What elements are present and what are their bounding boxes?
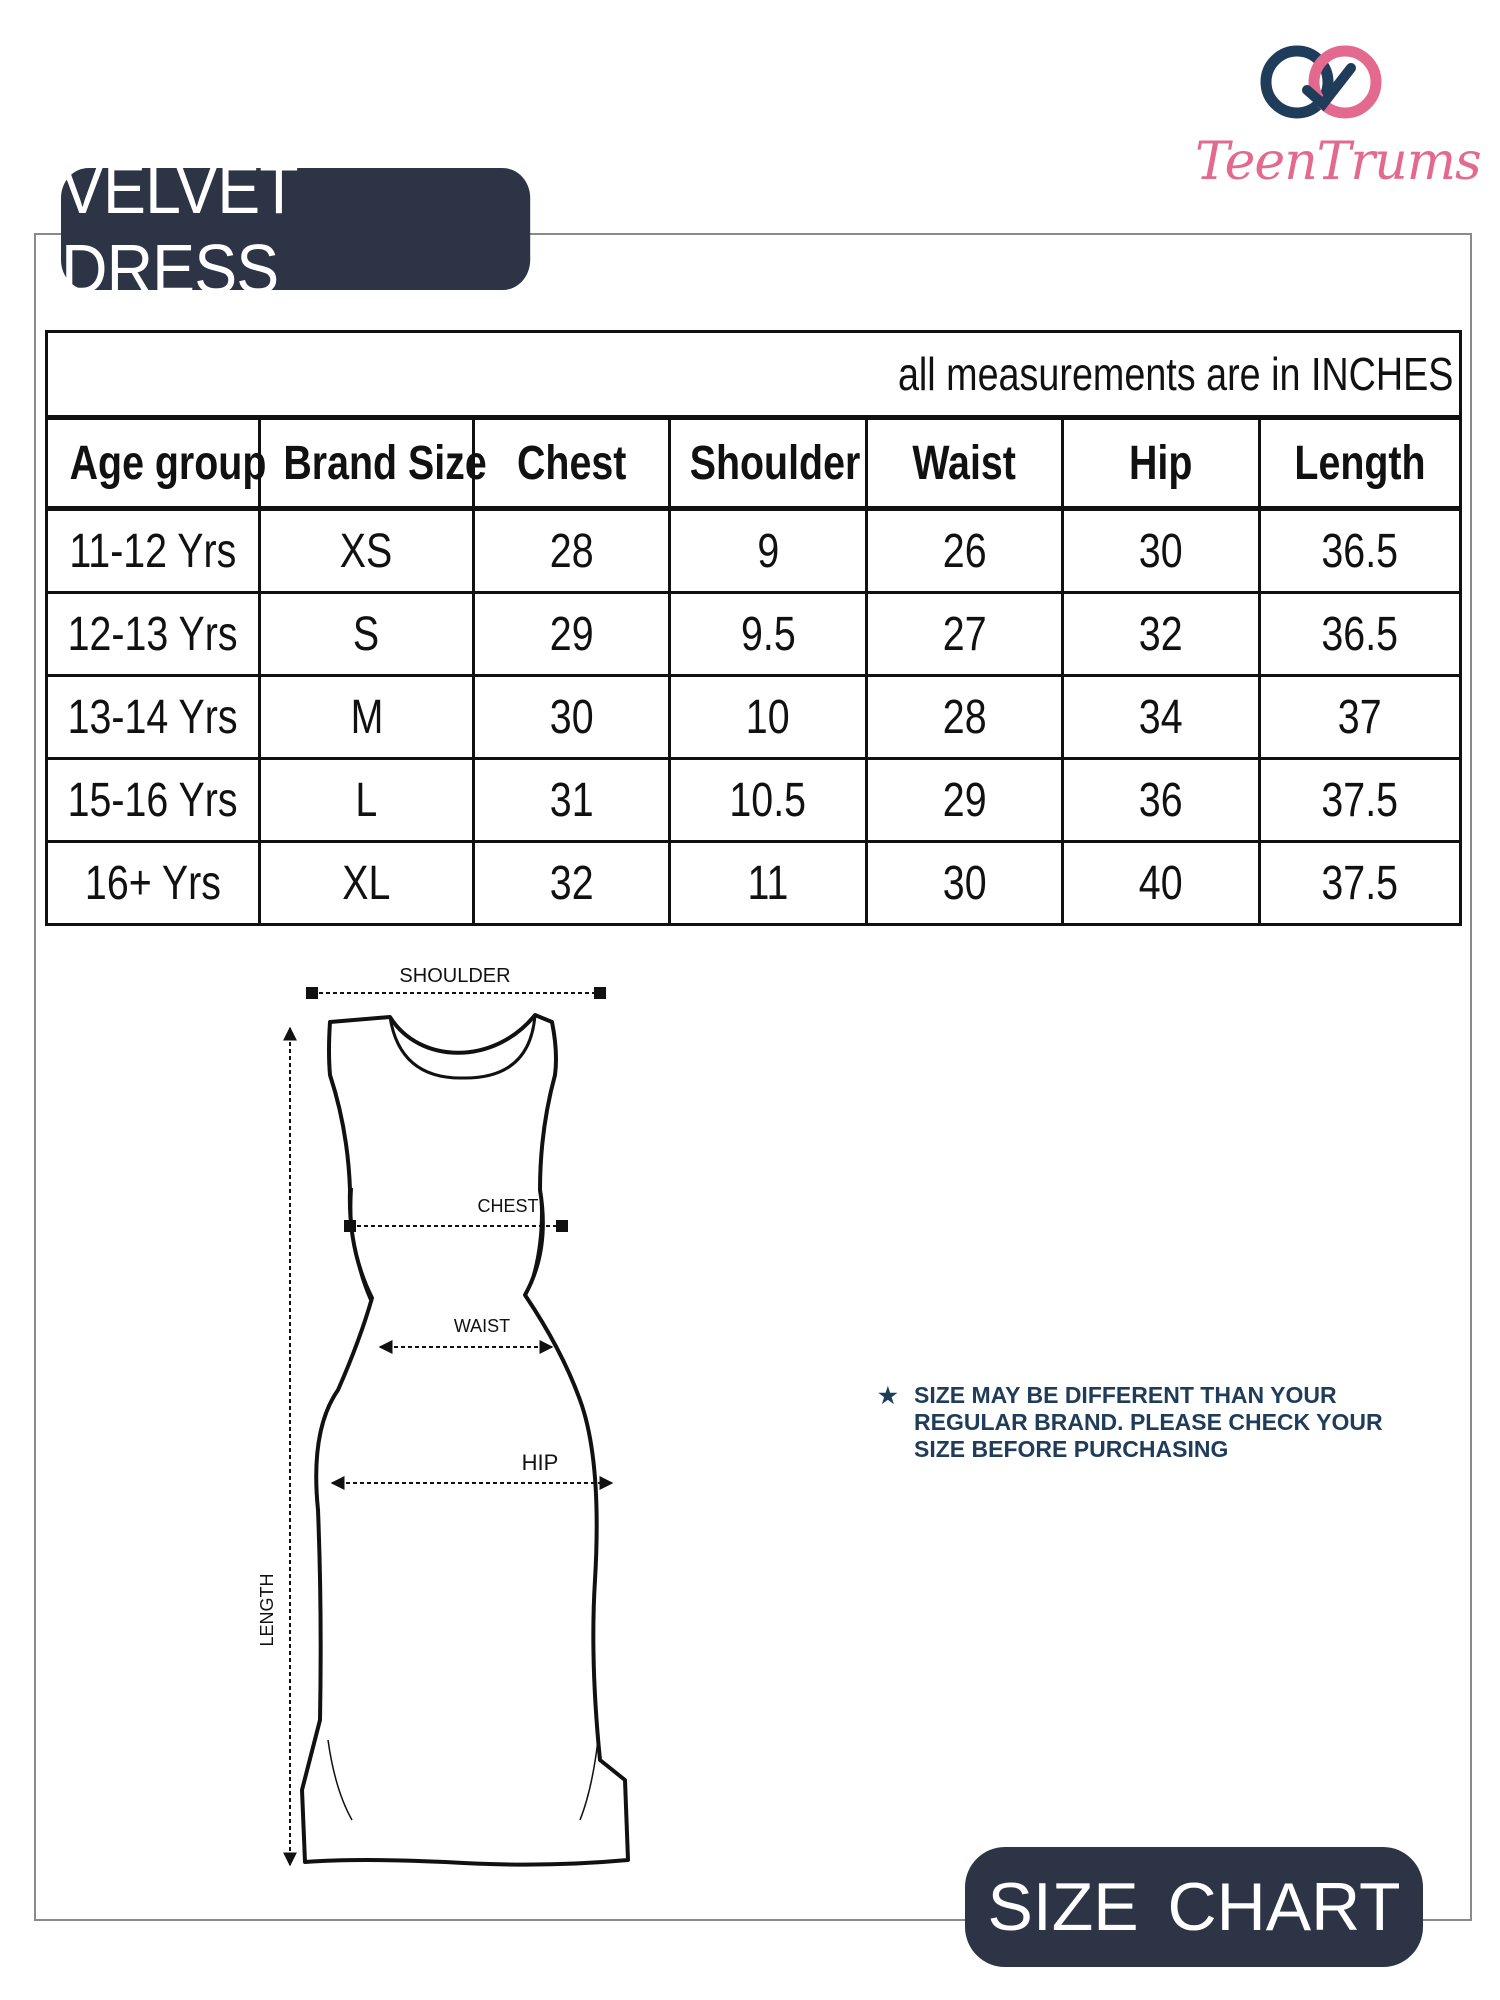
table-cell: 30 (867, 842, 1063, 925)
dress-outline (302, 1015, 628, 1865)
column-header: Length (1260, 418, 1461, 509)
table-cell: 27 (867, 593, 1063, 676)
table-cell: 37 (1260, 676, 1461, 759)
column-header: Shoulder (670, 418, 867, 509)
product-title (61, 150, 530, 308)
table-cell: 10.5 (670, 759, 867, 842)
table-cell: S (260, 593, 474, 676)
table-row (47, 759, 1461, 842)
disclaimer-line: REGULAR BRAND. PLEASE CHECK YOUR (914, 1409, 1383, 1435)
table-row (47, 509, 1461, 593)
size-disclaimer (878, 1382, 1438, 1463)
table-cell: 37.5 (1260, 842, 1461, 925)
units-note-row (47, 332, 1461, 418)
table-row (47, 593, 1461, 676)
table-cell: 26 (867, 509, 1063, 593)
table-cell: 9.5 (670, 593, 867, 676)
table-cell: 28 (867, 676, 1063, 759)
size-chart-badge (965, 1847, 1423, 1967)
table-cell: 37.5 (1260, 759, 1461, 842)
length-label: LENGTH (257, 1573, 277, 1647)
units-note: all measurements are in INCHES (47, 332, 1461, 418)
infinity-logo-icon (1195, 40, 1445, 140)
column-header: Hip (1063, 418, 1260, 509)
table-row (47, 676, 1461, 759)
shoulder-label: SHOULDER (399, 965, 511, 987)
table-cell: 40 (1063, 842, 1260, 925)
table-cell: 9 (670, 509, 867, 593)
column-header: Waist (867, 418, 1063, 509)
table-cell: 32 (1063, 593, 1260, 676)
chest-label: CHEST (477, 1196, 539, 1216)
table-cell: 30 (1063, 509, 1260, 593)
disclaimer-line: SIZE BEFORE PURCHASING (914, 1436, 1229, 1462)
dress-neckline (390, 1015, 535, 1078)
table-cell: 34 (1063, 676, 1260, 759)
table-cell: 15-16 Yrs (47, 759, 260, 842)
disclaimer-line: SIZE MAY BE DIFFERENT THAN YOUR (914, 1382, 1337, 1408)
brand-wordmark: TeenTrums (1195, 132, 1481, 192)
table-cell: 29 (474, 593, 670, 676)
table-cell: 13-14 Yrs (47, 676, 260, 759)
hip-label: HIP (521, 1450, 559, 1475)
table-cell: 32 (474, 842, 670, 925)
table-cell: XL (260, 842, 474, 925)
table-cell: 11-12 Yrs (47, 509, 260, 593)
column-header: Brand Size (260, 418, 474, 509)
table-header-row (47, 418, 1461, 509)
brand-logo (1195, 40, 1481, 200)
dress-measurement-diagram (240, 960, 660, 1880)
table-cell: 30 (474, 676, 670, 759)
table-cell: 12-13 Yrs (47, 593, 260, 676)
table-cell: 36.5 (1260, 593, 1461, 676)
table-cell: 36 (1063, 759, 1260, 842)
waist-label: WAIST (453, 1316, 511, 1336)
table-cell: 10 (670, 676, 867, 759)
table-cell: 36.5 (1260, 509, 1461, 593)
column-header: Chest (474, 418, 670, 509)
table-cell: 28 (474, 509, 670, 593)
product-title-text: VELVET DRESS (61, 150, 297, 308)
star-icon: ★ (878, 1383, 898, 1408)
table-cell: 29 (867, 759, 1063, 842)
table-cell: XS (260, 509, 474, 593)
table-cell: 31 (474, 759, 670, 842)
table-cell: 16+ Yrs (47, 842, 260, 925)
table-cell: L (260, 759, 474, 842)
table-cell: M (260, 676, 474, 759)
column-header: Age group (47, 418, 260, 509)
table-row (47, 842, 1461, 925)
size-table (45, 330, 1462, 926)
size-chart-badge-text: SIZE CHART (987, 1869, 1401, 1945)
table-cell: 11 (670, 842, 867, 925)
